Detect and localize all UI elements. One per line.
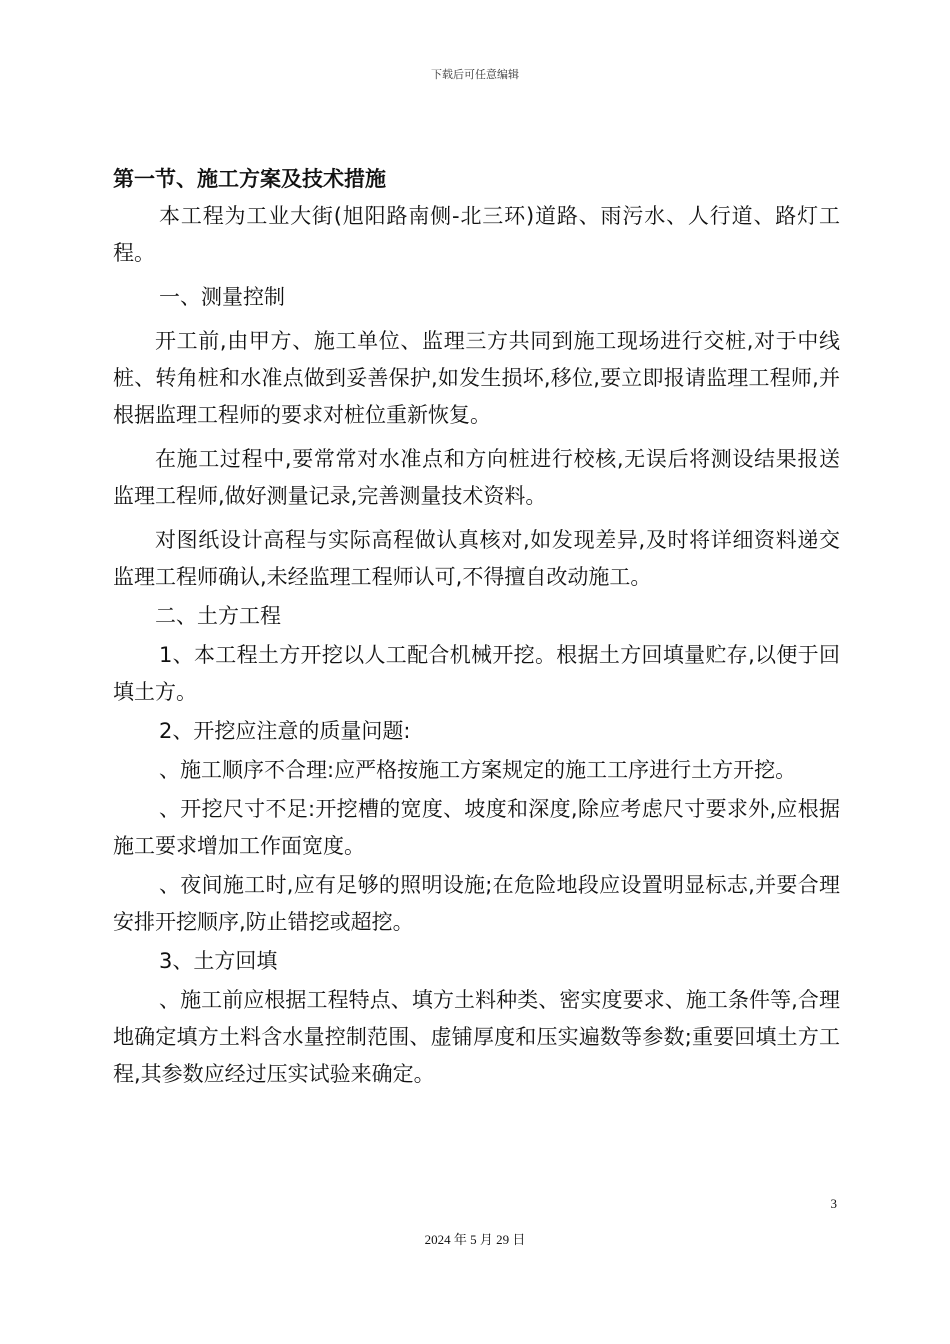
part2-item-2: 2、开挖应注意的质量问题: (159, 719, 411, 743)
part1-paragraph-3: 对图纸设计高程与实际高程做认真核对,如发现差异,及时将详细资料递交监理工程师确认,未经监理工程师认可,不得擅自改动施工。 (113, 528, 840, 589)
part2-title: 二、土方工程 (155, 604, 281, 628)
page-number: 3 (830, 1196, 837, 1211)
part1-paragraph-2: 在施工过程中,要常常对水准点和方向桩进行校核,无误后将测设结果报送监理工程师,做好测量记录,完善测量技术资料。 (113, 447, 840, 508)
part2-bullet-1: 、施工顺序不合理:应严格按施工方案规定的施工工序进行土方开挖。 (159, 758, 797, 782)
part2-bullet-3: 、夜间施工时,应有足够的照明设施;在危险地段应设置明显标志,并要合理安排开挖顺序,防止错挖或超挖。 (113, 873, 840, 934)
part1-paragraph-1: 开工前,由甲方、施工单位、监理三方共同到施工现场进行交桩,对于中线桩、转角桩和水准点做到妥善保护,如发生损坏,移位,要立即报请监理工程师,并根据监理工程师的要求对桩位重新恢复。 (113, 329, 840, 427)
footer-date: 2024 年 5 月 29 日 (424, 1232, 526, 1247)
part2-bullet-4: 、施工前应根据工程特点、填方土料种类、密实度要求、施工条件等,合理地确定填方土料含水量控制范围、虚铺厚度和压实遍数等参数;重要回填土方工程,其参数应经过压实试验来确定。 (113, 988, 840, 1086)
part2-bullet-2: 、开挖尺寸不足:开挖槽的宽度、坡度和深度,除应考虑尺寸要求外,应根据施工要求增加工作面宽度。 (113, 797, 840, 858)
part2-item-3: 3、土方回填 (159, 949, 278, 973)
document-body (113, 160, 840, 1093)
section-title: 第一节、施工方案及技术措施 (113, 167, 386, 191)
header-note: 下载后可任意编辑 (431, 68, 519, 81)
part2-item-1: 1、本工程土方开挖以人工配合机械开挖。根据土方回填量贮存,以便于回填土方。 (113, 643, 840, 704)
part1-title: 一、测量控制 (159, 285, 285, 309)
intro-paragraph: 本工程为工业大街(旭阳路南侧-北三环)道路、雨污水、人行道、路灯工程。 (113, 204, 840, 265)
